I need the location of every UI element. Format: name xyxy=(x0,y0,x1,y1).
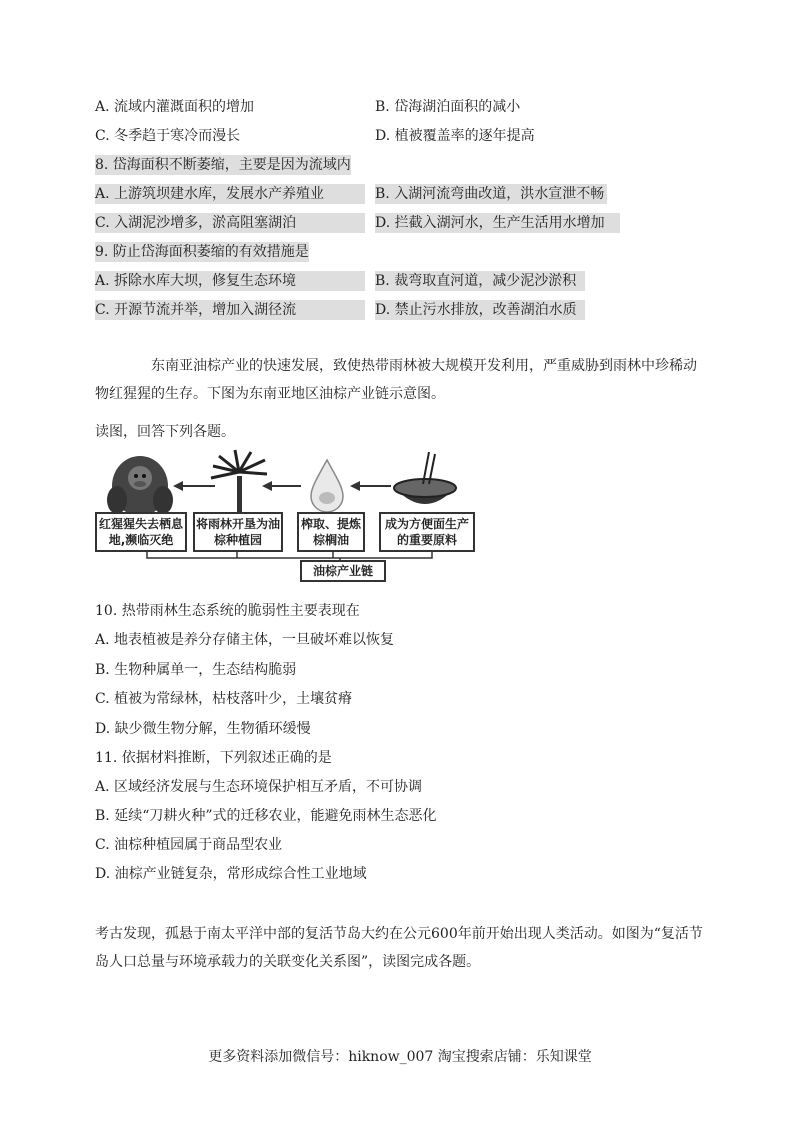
q9-option-c: C. 开源节流并举，增加入湖径流 xyxy=(95,300,365,320)
q9-option-d: D. 禁止污水排放，改善湖泊水质 xyxy=(375,300,585,320)
q7-option-a: A. 流域内灌溉面积的增加 xyxy=(95,99,255,115)
q10-option-d: D. 缺少微生物分解，生物循环缓慢 xyxy=(95,721,311,737)
q8-stem: 8. 岱海面积不断萎缩，主要是因为流域内 xyxy=(95,157,351,173)
arrow-left-icon xyxy=(262,481,301,491)
arrow-left-icon xyxy=(350,481,391,491)
q8-option-a: A. 上游筑坝建水库，发展水产养殖业 xyxy=(95,184,365,204)
q7-option-b: B. 岱海湖泊面积的减小 xyxy=(375,99,521,115)
box-rainforest-clearing: 将雨林开垦为油棕种植园 xyxy=(193,512,283,552)
q11-option-c: C. 油棕种植园属于商品型农业 xyxy=(95,837,283,853)
box-orangutan-extinction: 红猩猩失去栖息地,濒临灭绝 xyxy=(95,512,187,552)
q11-option-b: B. 延续“刀耕火种”式的迁移农业，能避免雨林生态恶化 xyxy=(95,808,437,824)
passage-oil-palm-text: 东南亚油棕产业的快速发展，致使热带雨林被大规模开发利用，严重威胁到雨林中珍稀动物红猩猩的生存。下图为东南亚地区油棕产业链示意图。 xyxy=(95,358,697,402)
q11-option-a: A. 区域经济发展与生态环境保护相互矛盾，不可协调 xyxy=(95,779,423,795)
q9-option-a: A. 拆除水库大坝，修复生态环境 xyxy=(95,271,365,291)
q10-option-b: B. 生物种属单一，生态结构脆弱 xyxy=(95,662,297,678)
q7-option-d: D. 植被覆盖率的逐年提高 xyxy=(375,128,535,144)
q10-stem: 10. 热带雨林生态系统的脆弱性主要表现在 xyxy=(95,603,360,619)
q7-option-c: C. 冬季趋于寒冷而漫长 xyxy=(95,128,241,144)
oil-palm-icon xyxy=(211,450,267,512)
page-footer: 更多资料添加微信号：hiknow_007 淘宝搜索店铺：乐知课堂 xyxy=(208,1049,592,1065)
q11-option-d: D. 油棕产业链复杂，常形成综合性工业地域 xyxy=(95,866,367,882)
q9-option-b: B. 裁弯取直河道，减少泥沙淤积 xyxy=(375,271,585,291)
q8-option-b: B. 入湖河流弯曲改道，洪水宣泄不畅 xyxy=(375,184,607,204)
q8-option-c: C. 入湖泥沙增多，淤高阻塞湖泊 xyxy=(95,213,365,233)
q10-option-c: C. 植被为常绿林，枯枝落叶少，土壤贫瘠 xyxy=(95,691,353,707)
orangutan-icon xyxy=(107,456,173,516)
q9-stem: 9. 防止岱海面积萎缩的有效措施是 xyxy=(95,244,309,260)
noodle-bowl-icon xyxy=(394,452,456,504)
read-diagram-prompt: 读图，回答下列各题。 xyxy=(95,424,235,440)
box-palm-oil-extraction: 榨取、提炼棕榈油 xyxy=(297,512,365,552)
q10-option-a: A. 地表植被是养分存储主体，一旦破坏难以恢复 xyxy=(95,632,395,648)
passage-oil-palm xyxy=(95,352,705,408)
box-oil-palm-chain: 油棕产业链 xyxy=(300,560,386,582)
q8-option-d: D. 拦截入湖河水，生产生活用水增加 xyxy=(375,213,620,233)
q11-stem: 11. 依据材料推断，下列叙述正确的是 xyxy=(95,750,332,766)
passage-easter-island: 考古发现，孤悬于南太平洋中部的复活节岛大约在公元600年前开始出现人类活动。如图为“复活节岛人口总量与环境承载力的关联变化关系图”，读图完成各题。 xyxy=(95,926,703,970)
box-noodle-raw-material: 成为方便面生产的重要原料 xyxy=(379,512,475,552)
arrow-left-icon xyxy=(173,481,215,491)
oil-drop-icon xyxy=(311,460,343,512)
